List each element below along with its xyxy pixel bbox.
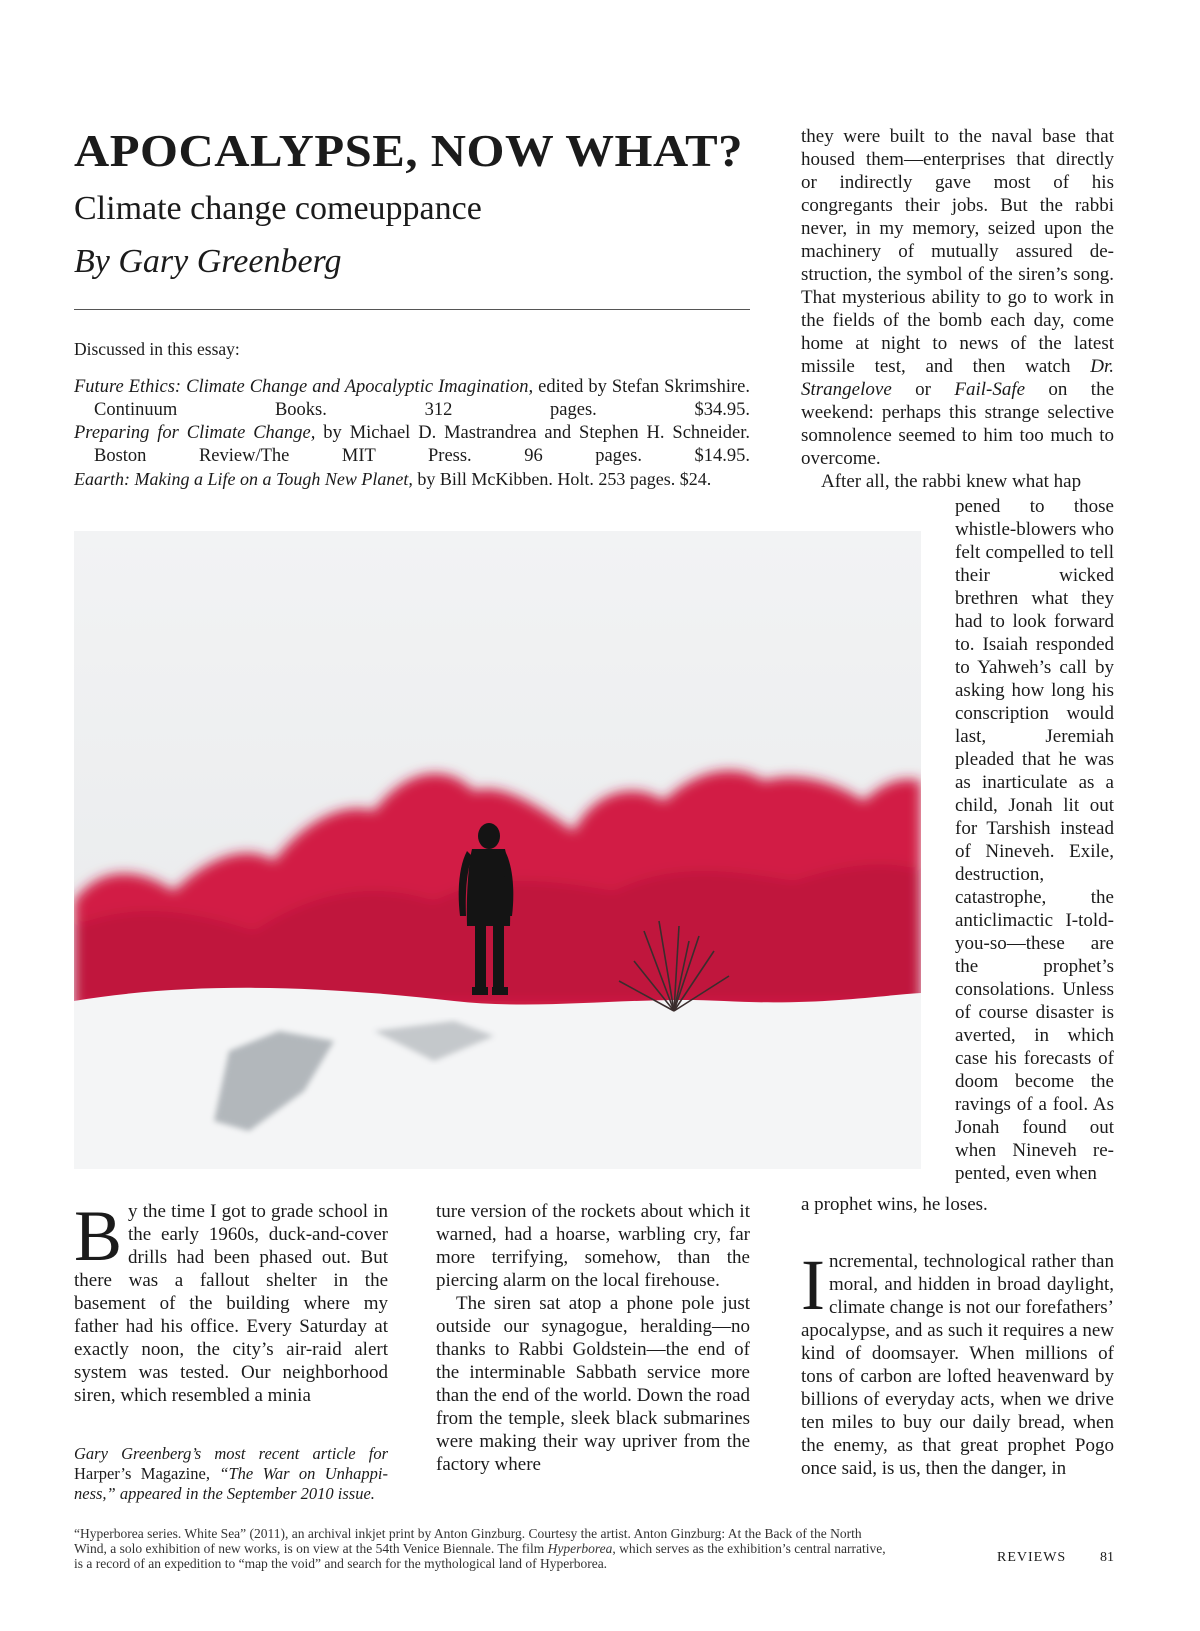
book-entry (74, 468, 750, 491)
paragraph: ncremental, technological rather than moral, and hidden in broad daylight, climate change is not our forefathers’ apocalypse, and as such it requires a new kind of doomsayer. When millions of tons of carbon are lofted heavenward by billions of everyday acts, when we drive ten miles to buy our daily bread, when the enemy, as that great prophet Pogo once said, is us, then the danger, in (801, 1251, 1114, 1479)
paragraph: ture version of the rockets about which it warned, had a hoarse, warbling cry, far more terrifying, somehow, than the piercing alarm on the local firehouse. (436, 1201, 750, 1291)
book-details: by Michael D. Mastrandrea and Stephen H. Schneider. Boston Review/The MIT Press. 96 pages. $14.95. (94, 423, 750, 466)
book-details: by Bill McKibben. Holt. 253 pages. $24. (412, 469, 712, 489)
film-title: Dr. Strangelove (801, 356, 1114, 400)
author-note: Gary Greenberg’s most recent article for Harper’s Magazine, “The War on Unhappiness,” appeared in the September 2010 issue. (74, 1444, 388, 1503)
article-subtitle: Climate change comeuppance (74, 190, 482, 227)
body-column-2 (436, 1200, 750, 1476)
drop-cap: I (801, 1245, 825, 1325)
book-title: Eaarth: Making a Life on a Tough New Planet, (74, 469, 413, 489)
book-title: Preparing for Climate Change, (74, 423, 316, 443)
photo-caption: “Hyperborea series. White Sea” (2011), an archival inkjet print by Anton Ginzburg. Courtesy the artist. Anton Ginzburg: At the Back of the North Wind, a solo exhibition of new works, is on view at the 54th Venice Biennale. The film Hyperborea, which serves as the exhibition’s central narrative, is a record of an expedition to “map the void” and search for the mythological land of Hyperborea. (74, 1526, 886, 1571)
body-column-3-narrow (955, 495, 1114, 1185)
magazine-name: Harper’s Magazine (74, 1464, 206, 1483)
film-title: Hyperborea (547, 1541, 613, 1556)
header-rule (74, 309, 750, 310)
book-entry (74, 422, 750, 468)
book-entry (74, 376, 750, 422)
byline: By Gary Greenberg (74, 243, 342, 280)
paragraph: they were built to the naval base that housed them—enterprises that directly or indirectly gave most of his congregants their jobs. But the rabbi never, in my memory, seized upon the machinery of mutually assured destruction, the symbol of the siren’s song. That mysterious ability to go to work in the fields of the bomb each day, come home at night to news of the latest missile test, and then watch Dr. Strangelove or Fail-Safe on the weekend: perhaps this strange selective somnolence seemed to him too much to overcome. (801, 126, 1115, 469)
section-label: REVIEWS (997, 1550, 1067, 1565)
discussed-label: Discussed in this essay: (74, 339, 240, 359)
body-column-1 (74, 1196, 388, 1407)
body-column-3-tail (801, 1193, 1114, 1216)
book-title: Future Ethics: Climate Change and Apocalyptic Imagination, (74, 377, 534, 397)
snow-ground (74, 988, 921, 1169)
book-details: edited by Stefan Skrimshire. Continuum Books. 312 pages. $34.95. (94, 377, 750, 420)
page-number: 81 (1100, 1550, 1114, 1565)
body-column-3-top (801, 125, 1114, 493)
article-title: APOCALYPSE, NOW WHAT? (74, 125, 744, 176)
body-column-3-bottom (801, 1245, 1114, 1480)
paragraph: pened to those whistle-blowers who felt compelled to tell their wicked brethren what they had to look forward to. Isaiah responded to Yahweh’s call by asking how long his conscription would last, Jeremiah pleaded that he was as inarticulate as a child, Jonah lit out for Tarshish instead of Nineveh. Exile, destruction, catastrophe, the anticlimactic I-told-you-so—these are the prophet’s consolations. Unless of course disaster is averted, in which case his forecasts of doom become the ravings of a fool. As Jonah found out when Nineveh repented, even when (955, 496, 1114, 1184)
books-list (74, 376, 750, 491)
film-title: Fail-Safe (954, 379, 1026, 400)
paragraph: y the time I got to grade school in the early 1960s, duck-and-cover drills had been phased out. But there was a fallout shelter in the basement of the building where my father had his office. Every Saturday at exactly noon, the city’s air-raid alert system was tested. Our neighborhood siren, which resembled a minia (74, 1201, 388, 1406)
hyperborea-photo (74, 531, 921, 1169)
drop-cap: B (74, 1196, 123, 1276)
paragraph: The siren sat atop a phone pole just outside our synagogue, heralding—no thanks to Rabbi Goldstein—the end of the interminable Sabbath service more than the end of the world. Down the road from the temple, sleek black submarines were making their way upriver from the factory where (436, 1293, 750, 1475)
paragraph: a prophet wins, he loses. (801, 1194, 988, 1215)
paragraph-lead: After all, the rabbi knew what hap (821, 471, 1082, 492)
